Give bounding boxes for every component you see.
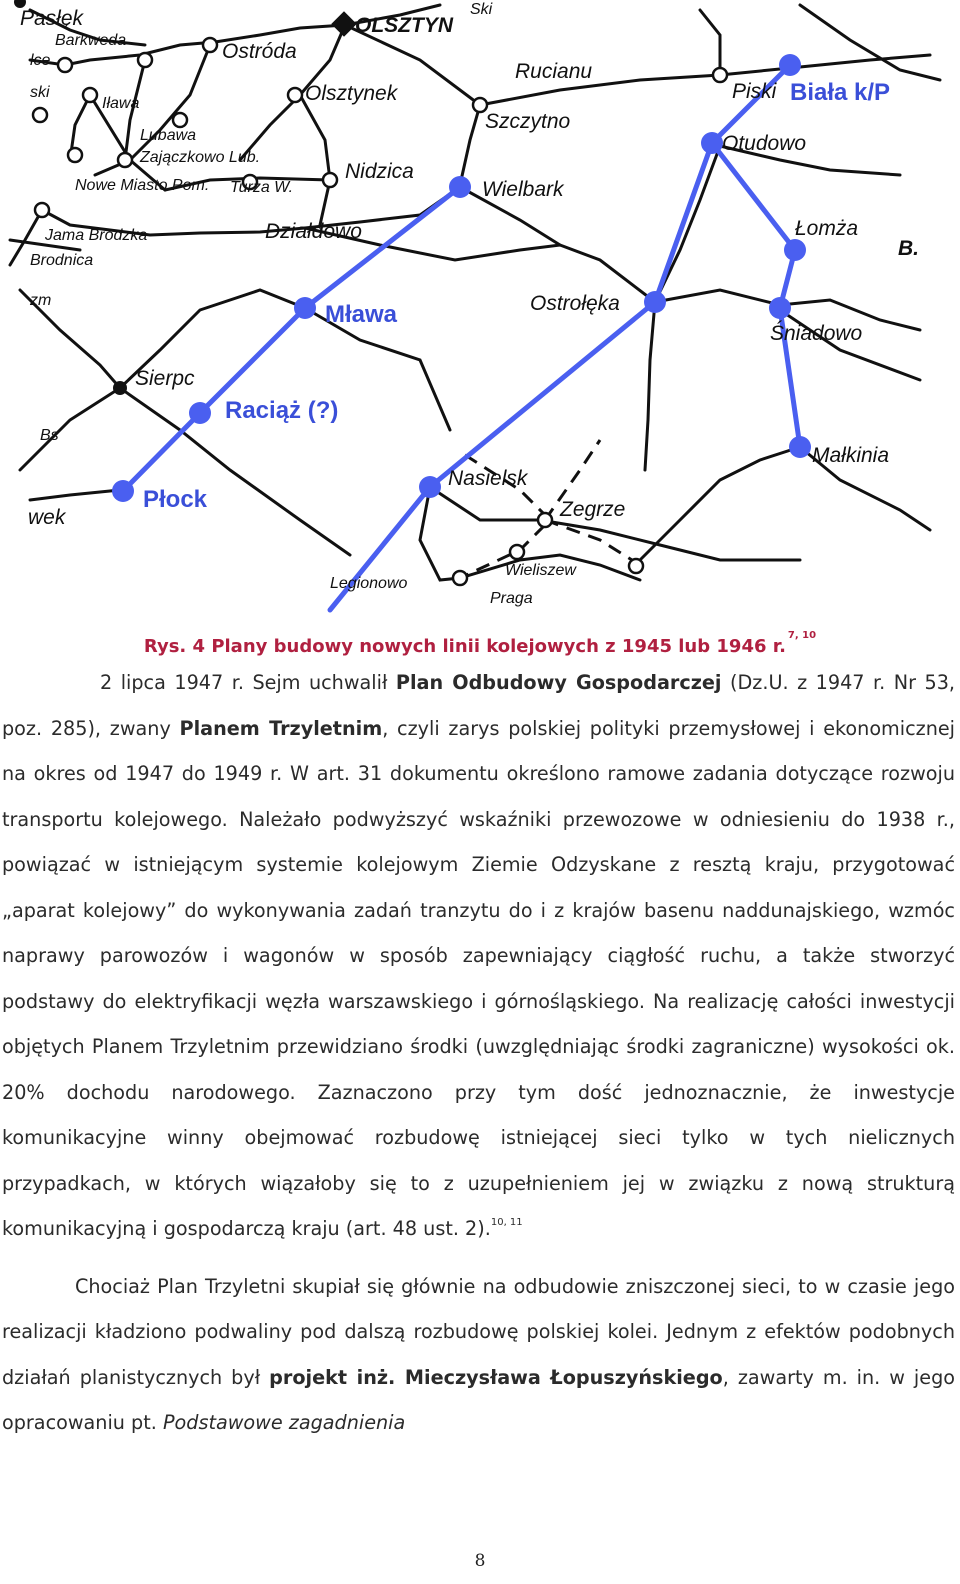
footnote-refs: 10, 11 bbox=[490, 1217, 523, 1228]
town-label: Ostróda bbox=[222, 40, 297, 63]
bold-term: projekt inż. Mieczysława Łopuszyńskiego bbox=[269, 1365, 723, 1389]
town-label: Nasielsk bbox=[448, 467, 528, 490]
body-text bbox=[2, 660, 955, 1446]
town-label: Piski bbox=[732, 80, 777, 103]
town-label: Lubawa bbox=[140, 127, 197, 144]
town-label: OLSZTYN bbox=[355, 14, 453, 37]
town-label: wek bbox=[28, 506, 66, 529]
town-label-planned: Biała k/P bbox=[790, 79, 891, 106]
town-label: Ostrołęka bbox=[530, 292, 620, 315]
town-label: Olsztynek bbox=[305, 82, 398, 105]
town-label: Sierpc bbox=[135, 367, 195, 390]
town-label: Bs bbox=[40, 427, 59, 444]
town-label: Łomża bbox=[795, 217, 859, 240]
page-number: 8 bbox=[474, 1551, 486, 1571]
text-run: , czyli zarys polskiej polityki przemysłowej i ekonomicznej na okres od 1947 do 1949 r. W art. 31 dokumentu określono ramowe zadania dotyczące rozwoju transportu kolejowego. Należało podwyższyć wskaźniki przewozowe w odniesieniu do 1938 r., powiązać w istniejącym systemie kolejowym Ziemie Odzyskane z resztą kraju, przygotować „aparat kolejowy” do wykonywania zadań tranzytu do i z krajów basenu naddunajskiego, wzmóc naprawy parowozów i wagonów w sposób zapewniający ciągłość ruchu, a także stworzyć podstawy do elektryfikacji węzła warszawskiego i górnośląskiego. Na realizację całości inwestycji objętych Planem Trzyletnim przewidziano środki (uwzględniając środki zagraniczne) wysokości ok. 20% dochodu narodowego. Zaznaczono przy tym dość jednoznacznie, że inwestycje komunikacyjne winny obejmować rozbudowę istniejącej sieci tylko w tych nielicznych przypadkach, w których wiązałoby się to z uzupełnieniem jej w związku z nową strukturą komunikacyjną i gospodarczą kraju (art. 48 ust. 2). bbox=[2, 716, 955, 1240]
town-label: Małkinia bbox=[812, 444, 890, 467]
paragraph bbox=[2, 660, 955, 1252]
town-label: Rucianu bbox=[515, 60, 593, 83]
town-label: Turza W. bbox=[230, 179, 294, 196]
text-run: Chociaż Plan Trzyletni skupiał się głównie na odbudowie zniszczonej sieci, to w czasie jego realizacji kładziono podwaliny pod dalszą rozbudowę polskiej kolei. Jednym z efektów podobnych działań planistycznych był bbox=[2, 1274, 955, 1389]
planned-new-lines bbox=[123, 65, 800, 610]
text-run: , zawarty m. in. w jego opracowaniu pt. bbox=[2, 1365, 955, 1434]
caption-refs: 7, 10 bbox=[787, 630, 817, 641]
town-label: Iława bbox=[102, 95, 140, 112]
italic-title: Podstawowe zagadnienia bbox=[162, 1411, 406, 1434]
planned-stations bbox=[112, 54, 811, 502]
town-label: Barkweda bbox=[55, 32, 127, 49]
town-label: zm bbox=[30, 292, 52, 309]
town-label: Nowe Miasto Pom. bbox=[75, 177, 210, 194]
town-label: Pasłęk bbox=[20, 7, 84, 30]
town-label-planned: Mława bbox=[325, 301, 398, 328]
text-run: (Dz.U. z 1947 r. Nr 53, poz. 285), zwany bbox=[2, 671, 956, 740]
town-label-planned: Płock bbox=[143, 486, 208, 513]
bold-term: Planem Trzyletnim bbox=[179, 716, 383, 740]
town-label: Zegrze bbox=[560, 498, 626, 521]
caption-text: Rys. 4 Plany budowy nowych linii kolejowych z 1945 lub 1946 r. bbox=[143, 636, 786, 657]
town-label: Ski bbox=[470, 1, 493, 18]
town-label: Działdowo bbox=[265, 220, 362, 243]
town-label: Śniadowo bbox=[770, 322, 863, 345]
town-label: Jama Brodzka bbox=[45, 227, 148, 244]
town-label: Brodnica bbox=[30, 252, 94, 269]
town-label: B. bbox=[898, 237, 919, 260]
town-label: Otudowo bbox=[722, 132, 807, 155]
town-label: Zajączkowo Lub. bbox=[140, 149, 261, 166]
town-label-planned: Raciąż (?) bbox=[225, 397, 339, 424]
paragraph bbox=[2, 1264, 955, 1446]
town-label: ski bbox=[30, 84, 50, 101]
railway-map bbox=[0, 0, 960, 620]
town-label: Wielbark bbox=[482, 178, 564, 201]
town-label: lce bbox=[30, 52, 51, 69]
text-run: 2 lipca 1947 r. Sejm uchwalił bbox=[100, 671, 396, 694]
town-label: Wieliszew bbox=[505, 562, 576, 579]
town-label: Szczytno bbox=[485, 110, 571, 133]
town-label: Nidzica bbox=[345, 160, 414, 183]
figure-caption bbox=[0, 630, 960, 657]
bold-term: Plan Odbudowy Gospodarczej bbox=[395, 671, 722, 694]
town-label: Legionowo bbox=[330, 575, 408, 592]
town-label: Praga bbox=[490, 590, 533, 607]
